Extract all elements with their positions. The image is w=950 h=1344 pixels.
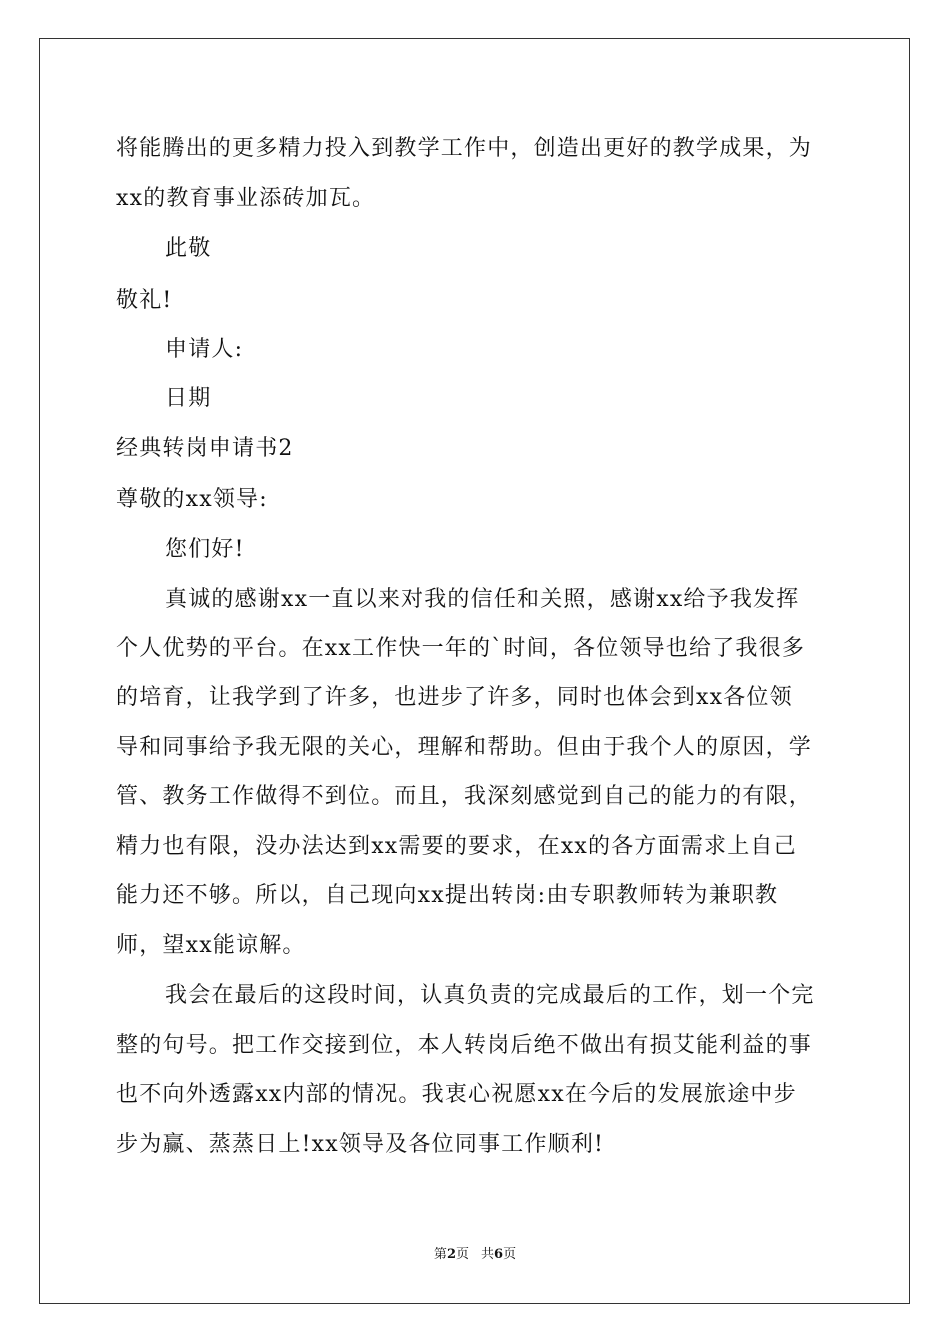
body-line-4: 个人优势的平台。在xx工作快一年的`时间，各位领导也给了我很多 — [116, 636, 806, 661]
body-line-8: 精力也有限，没办法达到xx需要的要求，在xx的各方面需求上自己 — [116, 834, 797, 859]
addressee-line: 尊敬的xx领导: — [116, 487, 268, 512]
page-current: 2 — [446, 1247, 456, 1262]
body-line-14: 步为赢、蒸蒸日上!xx领导及各位同事工作顺利! — [116, 1132, 605, 1157]
body-line-5: 的培育，让我学到了许多，也进步了许多，同时也体会到xx各位领 — [116, 685, 793, 710]
applicant-line: 申请人: — [165, 337, 244, 362]
total-prefix: 共 — [481, 1247, 495, 1262]
page-prefix: 第 — [433, 1247, 447, 1262]
date-line: 日期 — [165, 386, 212, 411]
section-title: 经典转岗申请书2 — [116, 436, 294, 461]
body-line-10: 师，望xx能谅解。 — [116, 933, 306, 958]
body-line-6: 导和同事给予我无限的关心，理解和帮助。但由于我个人的原因，学 — [116, 735, 813, 760]
page-total: 6 — [494, 1247, 504, 1262]
total-suffix: 页 — [503, 1247, 517, 1262]
body-line-1: 将能腾出的更多精力投入到教学工作中，创造出更好的教学成果，为 — [116, 136, 813, 161]
body-line-13: 也不向外透露xx内部的情况。我衷心祝愿xx在今后的发展旅途中步 — [116, 1082, 797, 1107]
body-line-2: xx的教育事业添砖加瓦。 — [116, 186, 376, 211]
body-line-7: 管、教务工作做得不到位。而且，我深刻感觉到自己的能力的有限， — [116, 784, 813, 809]
greeting-line: 您们好! — [165, 537, 245, 562]
page-suffix: 页 — [455, 1247, 469, 1262]
body-line-3: 真诚的感谢xx一直以来对我的信任和关照，感谢xx给予我发挥 — [165, 587, 800, 612]
page-footer — [0, 1246, 950, 1264]
salutation-line: 敬礼! — [116, 288, 173, 313]
body-line-12: 整的句号。把工作交接到位，本人转岗后绝不做出有损艾能利益的事 — [116, 1033, 813, 1058]
closing-line: 此敬 — [165, 236, 212, 261]
body-line-11: 我会在最后的这段时间，认真负责的完成最后的工作，划一个完 — [165, 983, 815, 1008]
page-border — [39, 38, 910, 1304]
body-line-9: 能力还不够。所以，自己现向xx提出转岗:由专职教师转为兼职教 — [116, 883, 779, 908]
